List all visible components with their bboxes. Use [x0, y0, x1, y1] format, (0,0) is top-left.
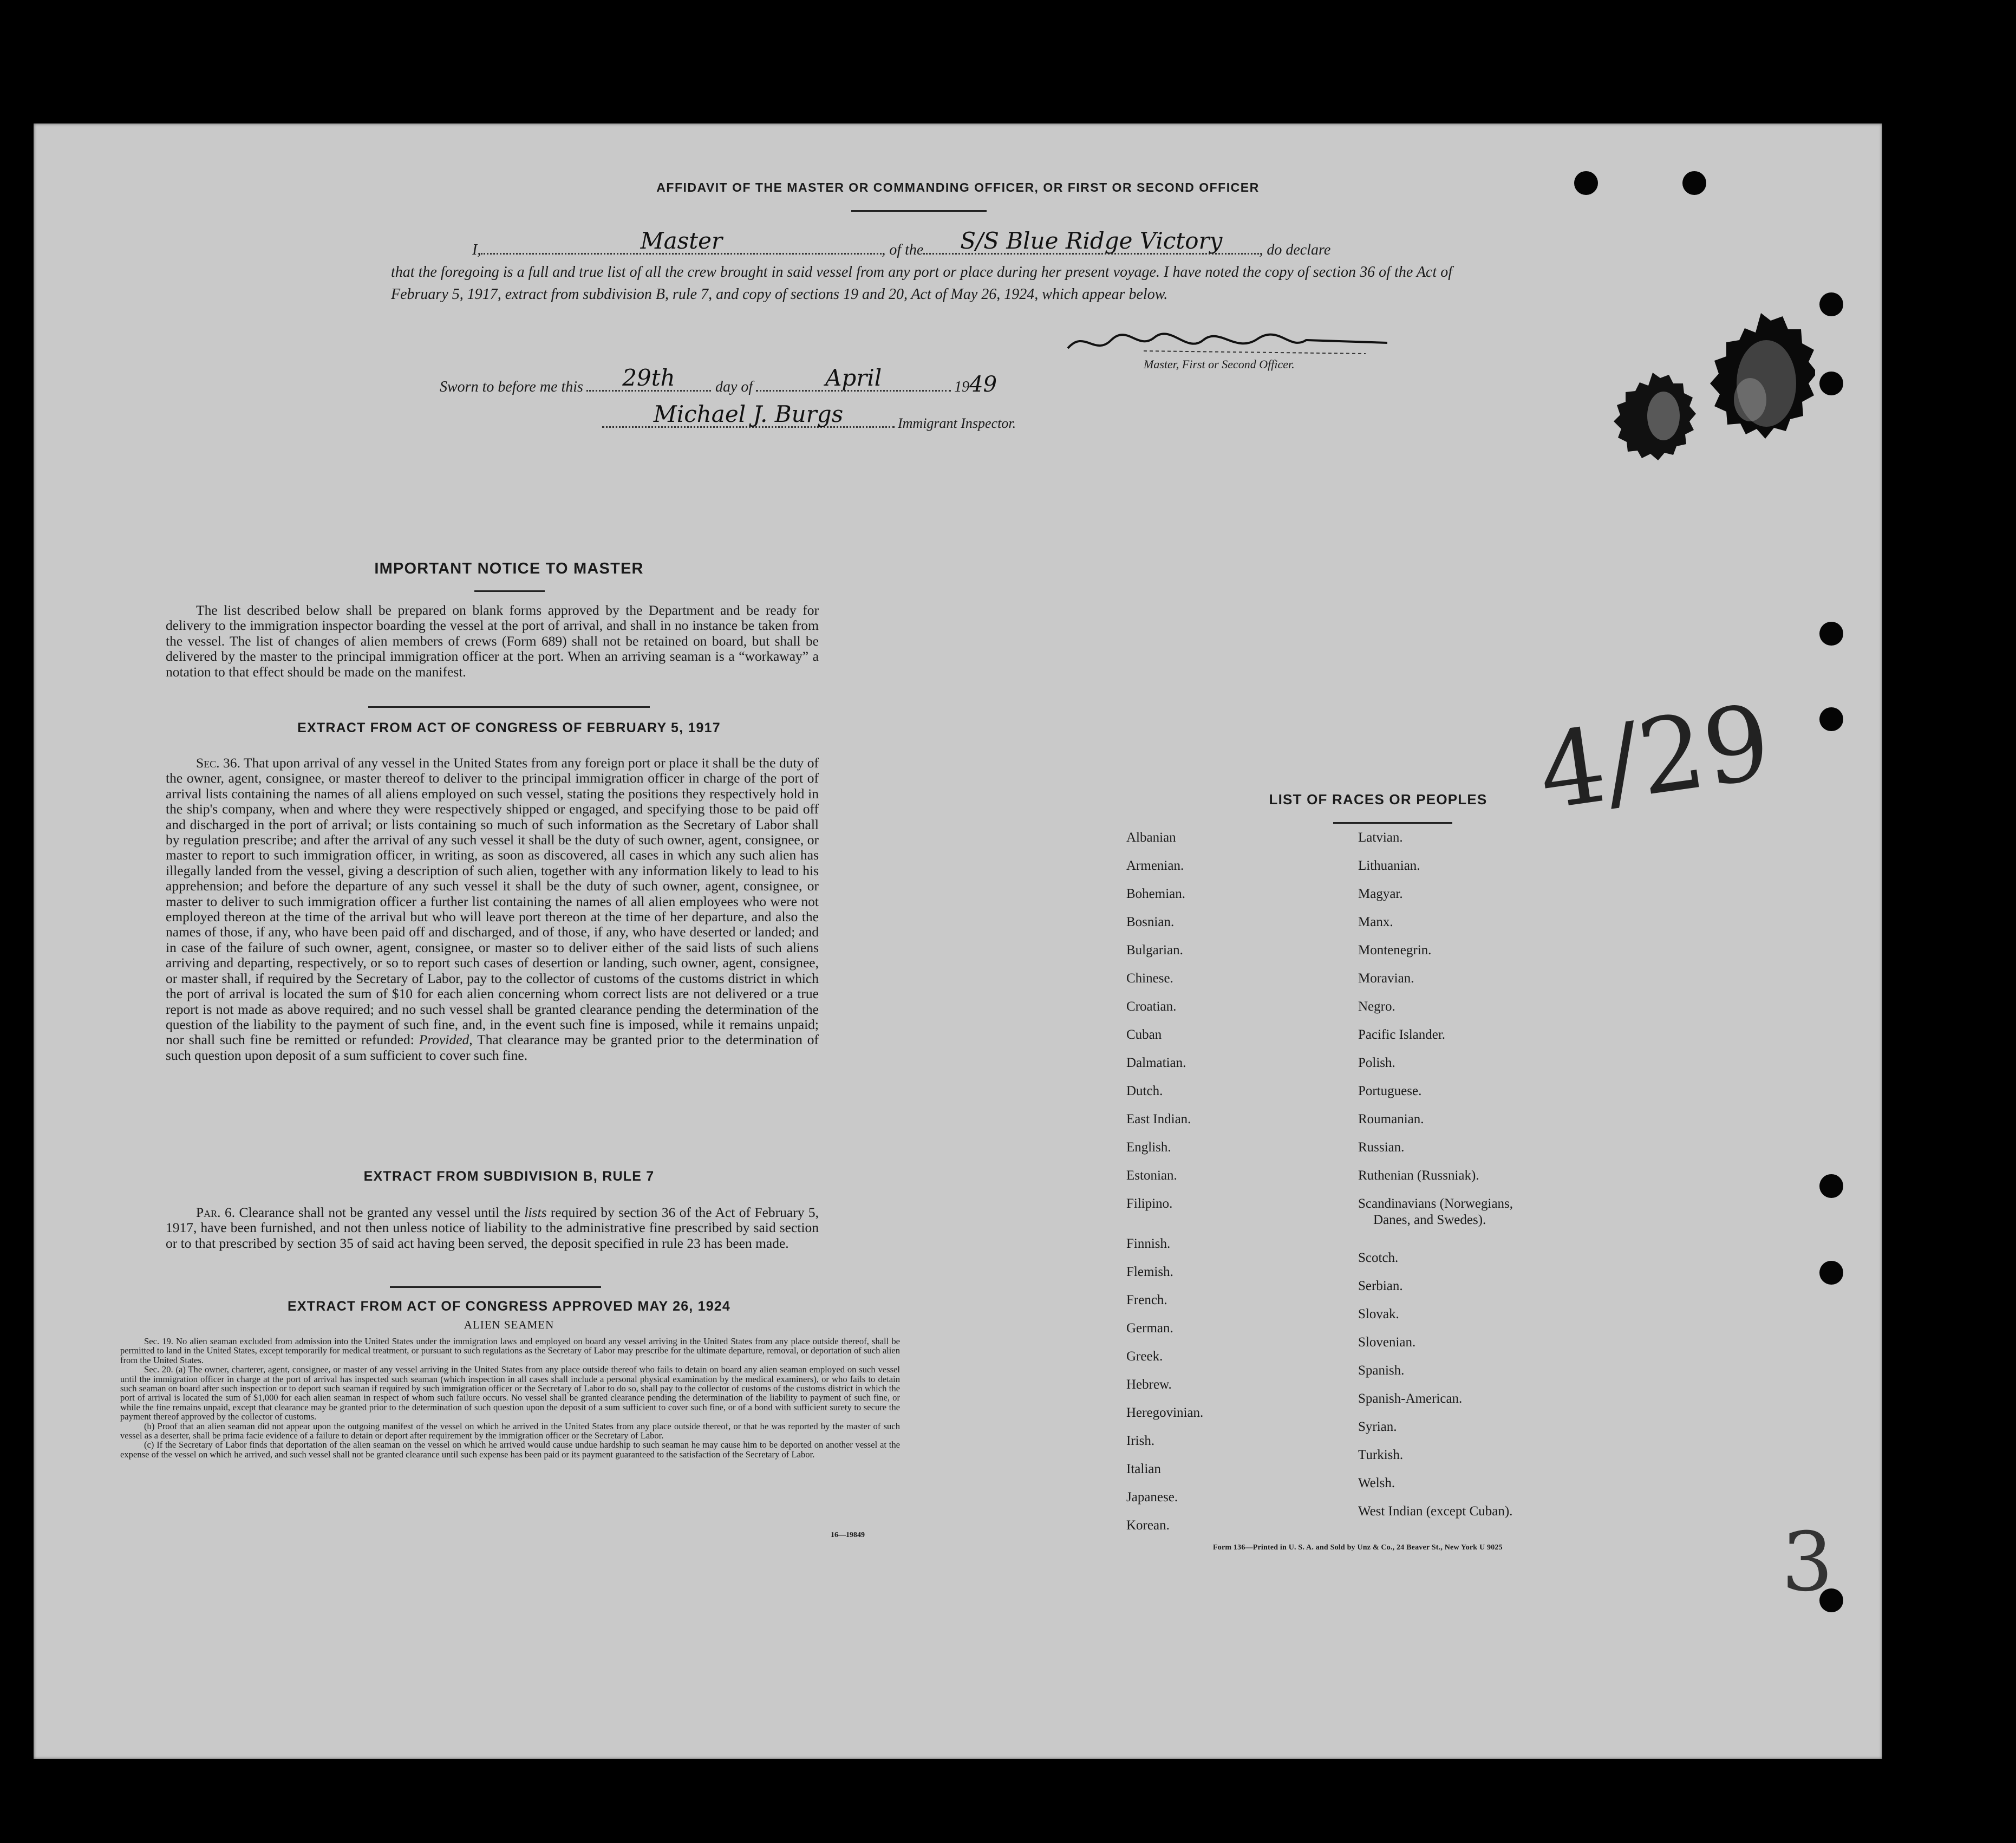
declaration-first-line [391, 227, 1452, 261]
form-note: Form 136—Printed in U. S. A. and Sold by Unz & Co., 24 Beaver St., New York U 9025 [1213, 1544, 1503, 1552]
race-item: Cuban [1126, 1027, 1162, 1042]
date-annotation: 4/29 [1531, 682, 1777, 833]
race-item: Finnish. [1126, 1236, 1171, 1251]
margin-annotation: 3 [1782, 1515, 1834, 1610]
inspector-caption: Immigrant Inspector. [898, 415, 1016, 431]
notice-divider [474, 590, 545, 592]
rule7-body [166, 1205, 819, 1251]
race-item: Croatian. [1126, 999, 1177, 1014]
race-item: Heregovinian. [1126, 1405, 1204, 1420]
punch-hole [1819, 707, 1843, 731]
par-6-text-a: Clearance shall not be granted any vessel until the [239, 1204, 520, 1220]
name-field[interactable] [481, 227, 882, 255]
extract-1917-title: EXTRACT FROM ACT OF CONGRESS OF FEBRUARY 5, 1917 [297, 720, 721, 735]
title-divider [851, 210, 987, 212]
race-item-continuation: Danes, and Swedes). [1373, 1213, 1486, 1227]
race-item: Bohemian. [1126, 887, 1186, 901]
extract-1924-body [120, 1337, 900, 1459]
race-item: English. [1126, 1140, 1171, 1155]
rule7-title: EXTRACT FROM SUBDIVISION B, RULE 7 [363, 1169, 655, 1184]
day-handwritten: 29th [622, 364, 675, 391]
year-handwritten: 49 [969, 372, 997, 397]
race-item: Flemish. [1126, 1265, 1173, 1279]
race-item: Roumanian. [1358, 1112, 1424, 1126]
race-item: Dalmatian. [1126, 1056, 1186, 1070]
race-item: Korean. [1126, 1518, 1170, 1533]
race-item: Lithuanian. [1358, 858, 1420, 873]
notice-body: The list described below shall be prepared on blank forms approved by the Department and be ready for delivery to the immigration inspector boarding the vessel at the port of arrival, and shall in no instance be taken from the vessel. The list of changes of alien members of crews (Form 689) shall not be retained on board, but shall be delivered by the master to the principal immigration officer at the port. When an arriving seaman is a “workaway” a notation to that effect should be made on the manifest. [166, 602, 819, 680]
notary-seal-icon [1609, 313, 1815, 519]
race-item: Albanian [1126, 830, 1176, 845]
sec-20a-text: Sec. 20. (a) The owner, charterer, agent, consignee, or master of any vessel arriving in the United States from any place outside thereof who fails to detain on board any alien seaman employed on such vessel until the immigration officer in charge at the port of arrival has inspected such seaman (which inspection in all cases shall include a personal physical examination by the medical examiners), or who fails to detain such seaman on board after such inspection or to deport such seaman if required by such immigration officer or the Secretary of Labor to do so, shall pay to the collector of customs of the customs district in which the port of arrival is located the sum of $1,000 for each alien seaman in respect of whom such failure occurs. No vessel shall be granted clearance pending the determination of the liability to payment of such fine, or while the fine remains unpaid, except that clearance may be granted prior to the determination of such question upon the deposit of a sum sufficient to cover such fine, or of a bond with sufficient surety to secure the payment thereof approved by the collector of customs. [120, 1364, 900, 1422]
notice-title: IMPORTANT NOTICE TO MASTER [374, 560, 644, 577]
month-field[interactable] [756, 364, 951, 392]
race-item: Bulgarian. [1126, 943, 1183, 958]
master-signature-icon [1062, 324, 1398, 362]
inspector-signature-field[interactable] [602, 401, 895, 428]
race-item: German. [1126, 1321, 1173, 1336]
races-divider [1333, 822, 1452, 824]
race-item: East Indian. [1126, 1112, 1191, 1126]
extract-1924-title: EXTRACT FROM ACT OF CONGRESS APPROVED MAY 26, 1924 [287, 1299, 731, 1314]
declaration-prefix: I, [472, 242, 481, 258]
race-item: Montenegrin. [1358, 943, 1432, 958]
document-page [34, 123, 1882, 1759]
provided-word: Provided, [419, 1032, 473, 1048]
punch-hole [1819, 1261, 1843, 1285]
par-6-label: Par. 6. [196, 1204, 236, 1220]
race-item: Serbian. [1358, 1279, 1403, 1293]
race-item: Welsh. [1358, 1476, 1395, 1490]
race-item: Estonian. [1126, 1168, 1177, 1183]
punch-hole [1819, 1174, 1843, 1198]
punch-hole [1819, 622, 1843, 646]
sworn-prefix: Sworn to before me this [440, 379, 583, 395]
form-number: 16—19849 [831, 1531, 865, 1539]
race-item: Syrian. [1358, 1419, 1397, 1434]
race-item: Greek. [1126, 1349, 1163, 1364]
race-item: Slovenian. [1358, 1335, 1416, 1350]
declaration-body: that the foregoing is a full and true list of all the crew brought in said vessel from any port or place during her present voyage. I have noted the copy of section 36 of the Act of February 5, 1917, extract from subdivision B, rule 7, and copy of sections 19 and 20, Act of May 26, 1924, which appear below. [391, 264, 1452, 303]
race-item: Chinese. [1126, 971, 1173, 986]
race-item: Irish. [1126, 1434, 1155, 1448]
extract-1917-body [166, 756, 819, 1063]
sec-19-text: Sec. 19. No alien seaman excluded from admission into the United States under the immigration laws and employed on board any vessel arriving in the United States from any place outside thereof, shall be permitted to land in the United States, except temporarily for medical treatment, or pursuant to such regulations as the Secretary of Labor may prescribe for the ultimate departure, removal, or deportation of such alien from the United States. [120, 1336, 900, 1365]
sec-20b-text: (b) Proof that an alien seaman did not appear upon the outgoing manifest of the vessel on which he arrived in the United States from any place outside thereof, or that he was reported by the master of such vessel as a deserter, shall be prima facie evidence of a failure to detain or deport after requirement by the immigration officer or the Secretary of Labor. [120, 1421, 900, 1441]
race-item: Scotch. [1358, 1251, 1399, 1265]
race-item: French. [1126, 1293, 1167, 1307]
alien-seamen-subtitle: ALIEN SEAMEN [464, 1318, 554, 1331]
month-handwritten: April [825, 364, 882, 391]
race-item: Dutch. [1126, 1084, 1163, 1098]
race-item: Magyar. [1358, 887, 1403, 901]
race-item: Portuguese. [1358, 1084, 1422, 1098]
year-prefix: 19 [954, 379, 970, 395]
race-item: Hebrew. [1126, 1377, 1172, 1392]
race-item: Bosnian. [1126, 915, 1175, 929]
section-divider [368, 706, 650, 708]
race-item: Spanish. [1358, 1363, 1405, 1378]
sec-20c-text: (c) If the Secretary of Labor finds that deportation of the alien seaman on the vessel on which he arrived would cause undue hardship to such seaman he may cause him to be deported on another vessel at the expense of the vessel on which he arrived, and such vessel shall not be granted clearance until such expense has been paid or its payment guaranteed to the satisfaction of the Secretary of Labor. [120, 1440, 900, 1460]
sec-36-text: That upon arrival of any vessel in the United States from any foreign port or place it shall be the duty of the owner, agent, consignee, or master thereof to deliver to the principal immigration officer in charge of the port of arrival lists containing the names of all aliens employed on such vessel, stating the positions they respectively hold in the ship's company, when and where they were respectively shipped or engaged, and specifying those to be paid off and discharged in the port of arrival; or lists containing so much of such information as the Secretary of Labor shall by regulation prescribe; and after the arrival of any such vessel it shall be the duty of such owner, agent, consignee, or master to report to such immigration officer, in writing, as soon as discovered, all cases in which any such alien has illegally landed from the vessel, giving a description of such alien, together with any information likely to lead to his apprehension; and before the departure of any such vessel it shall be the duty of such owner, agent, consignee, or master to deliver to such immigration officer a further list containing the names of all alien employees who were not employed thereon at the time of the arrival but who will leave port thereon at the time of her departure, and also the names of those, if any, who have been paid off and discharged, and of those, if any, who have deserted or landed; and in case of the failure of such owner, agent, consignee, or master so to deliver either of the said lists of such aliens arriving and departing, respectively, or so to report such cases of desertion or landing, such owner, agent, consignee, or master shall, if required by the Secretary of Labor, pay to the collector of customs of the customs district in which the port of arrival is located the sum of $10 for each alien concerning whom correct lists are not delivered or a true report is not made as above required; and no such vessel shall be granted clearance pending the determination of the question of the liability to the payment of such fine, and, in the event such fine is imposed, while it remains unpaid; nor shall such fine be remitted or refunded: [166, 755, 819, 1048]
race-item: Polish. [1358, 1056, 1395, 1070]
declaration-block [391, 227, 1452, 305]
race-item: Russian. [1358, 1140, 1405, 1155]
inspector-line [602, 401, 1016, 432]
punch-hole [1819, 372, 1843, 395]
section-divider [390, 1286, 601, 1288]
lists-word: lists [524, 1204, 547, 1220]
punch-hole [1819, 292, 1843, 316]
day-field[interactable] [586, 364, 711, 392]
name-handwritten: Master [640, 227, 723, 254]
race-item: Italian [1126, 1462, 1161, 1476]
sworn-line [440, 364, 997, 397]
day-of-label: day of [715, 379, 753, 395]
sec-36-text-end: That clearance may be granted prior to the determination of such question upon deposit of a sum sufficient to cover such fine. [166, 1032, 819, 1063]
race-item: Negro. [1358, 999, 1395, 1014]
race-item: Spanish-American. [1358, 1391, 1463, 1406]
race-item: Armenian. [1126, 858, 1184, 873]
races-title: LIST OF RACES OR PEOPLES [1269, 791, 1487, 807]
sec-36-label: Sec. 36. [196, 755, 240, 771]
par-6-text-b: required by section 36 of the Act of February 5, 1917, have been furnished, and not then unless notice of liability to the administrative fine prescribed by said section or to that prescribed by section 35 of said act having been served, the deposit specified in rule 23 has been made. [166, 1204, 819, 1251]
do-declare-label: , do declare [1259, 242, 1331, 258]
vessel-field[interactable] [923, 227, 1259, 255]
inspector-signature: Michael J. Burgs [653, 401, 844, 427]
vessel-handwritten: S/S Blue Ridge Victory [960, 227, 1223, 254]
master-caption: Master, First or Second Officer. [1144, 357, 1295, 371]
of-the-label: , of the [882, 242, 924, 258]
race-item: Latvian. [1358, 830, 1403, 845]
race-item: Turkish. [1358, 1448, 1404, 1462]
affidavit-title: AFFIDAVIT OF THE MASTER OR COMMANDING OFFICER, OR FIRST OR SECOND OFFICER [656, 180, 1260, 194]
race-item: Moravian. [1358, 971, 1414, 986]
race-item: Slovak. [1358, 1307, 1399, 1321]
race-item: Ruthenian (Russniak). [1358, 1168, 1479, 1183]
race-item: Japanese. [1126, 1490, 1178, 1505]
race-item: Scandinavians (Norwegians, [1358, 1196, 1513, 1211]
race-item: Manx. [1358, 915, 1393, 929]
race-item: Pacific Islander. [1358, 1027, 1446, 1042]
race-item: West Indian (except Cuban). [1358, 1504, 1513, 1519]
race-item: Filipino. [1126, 1196, 1173, 1211]
